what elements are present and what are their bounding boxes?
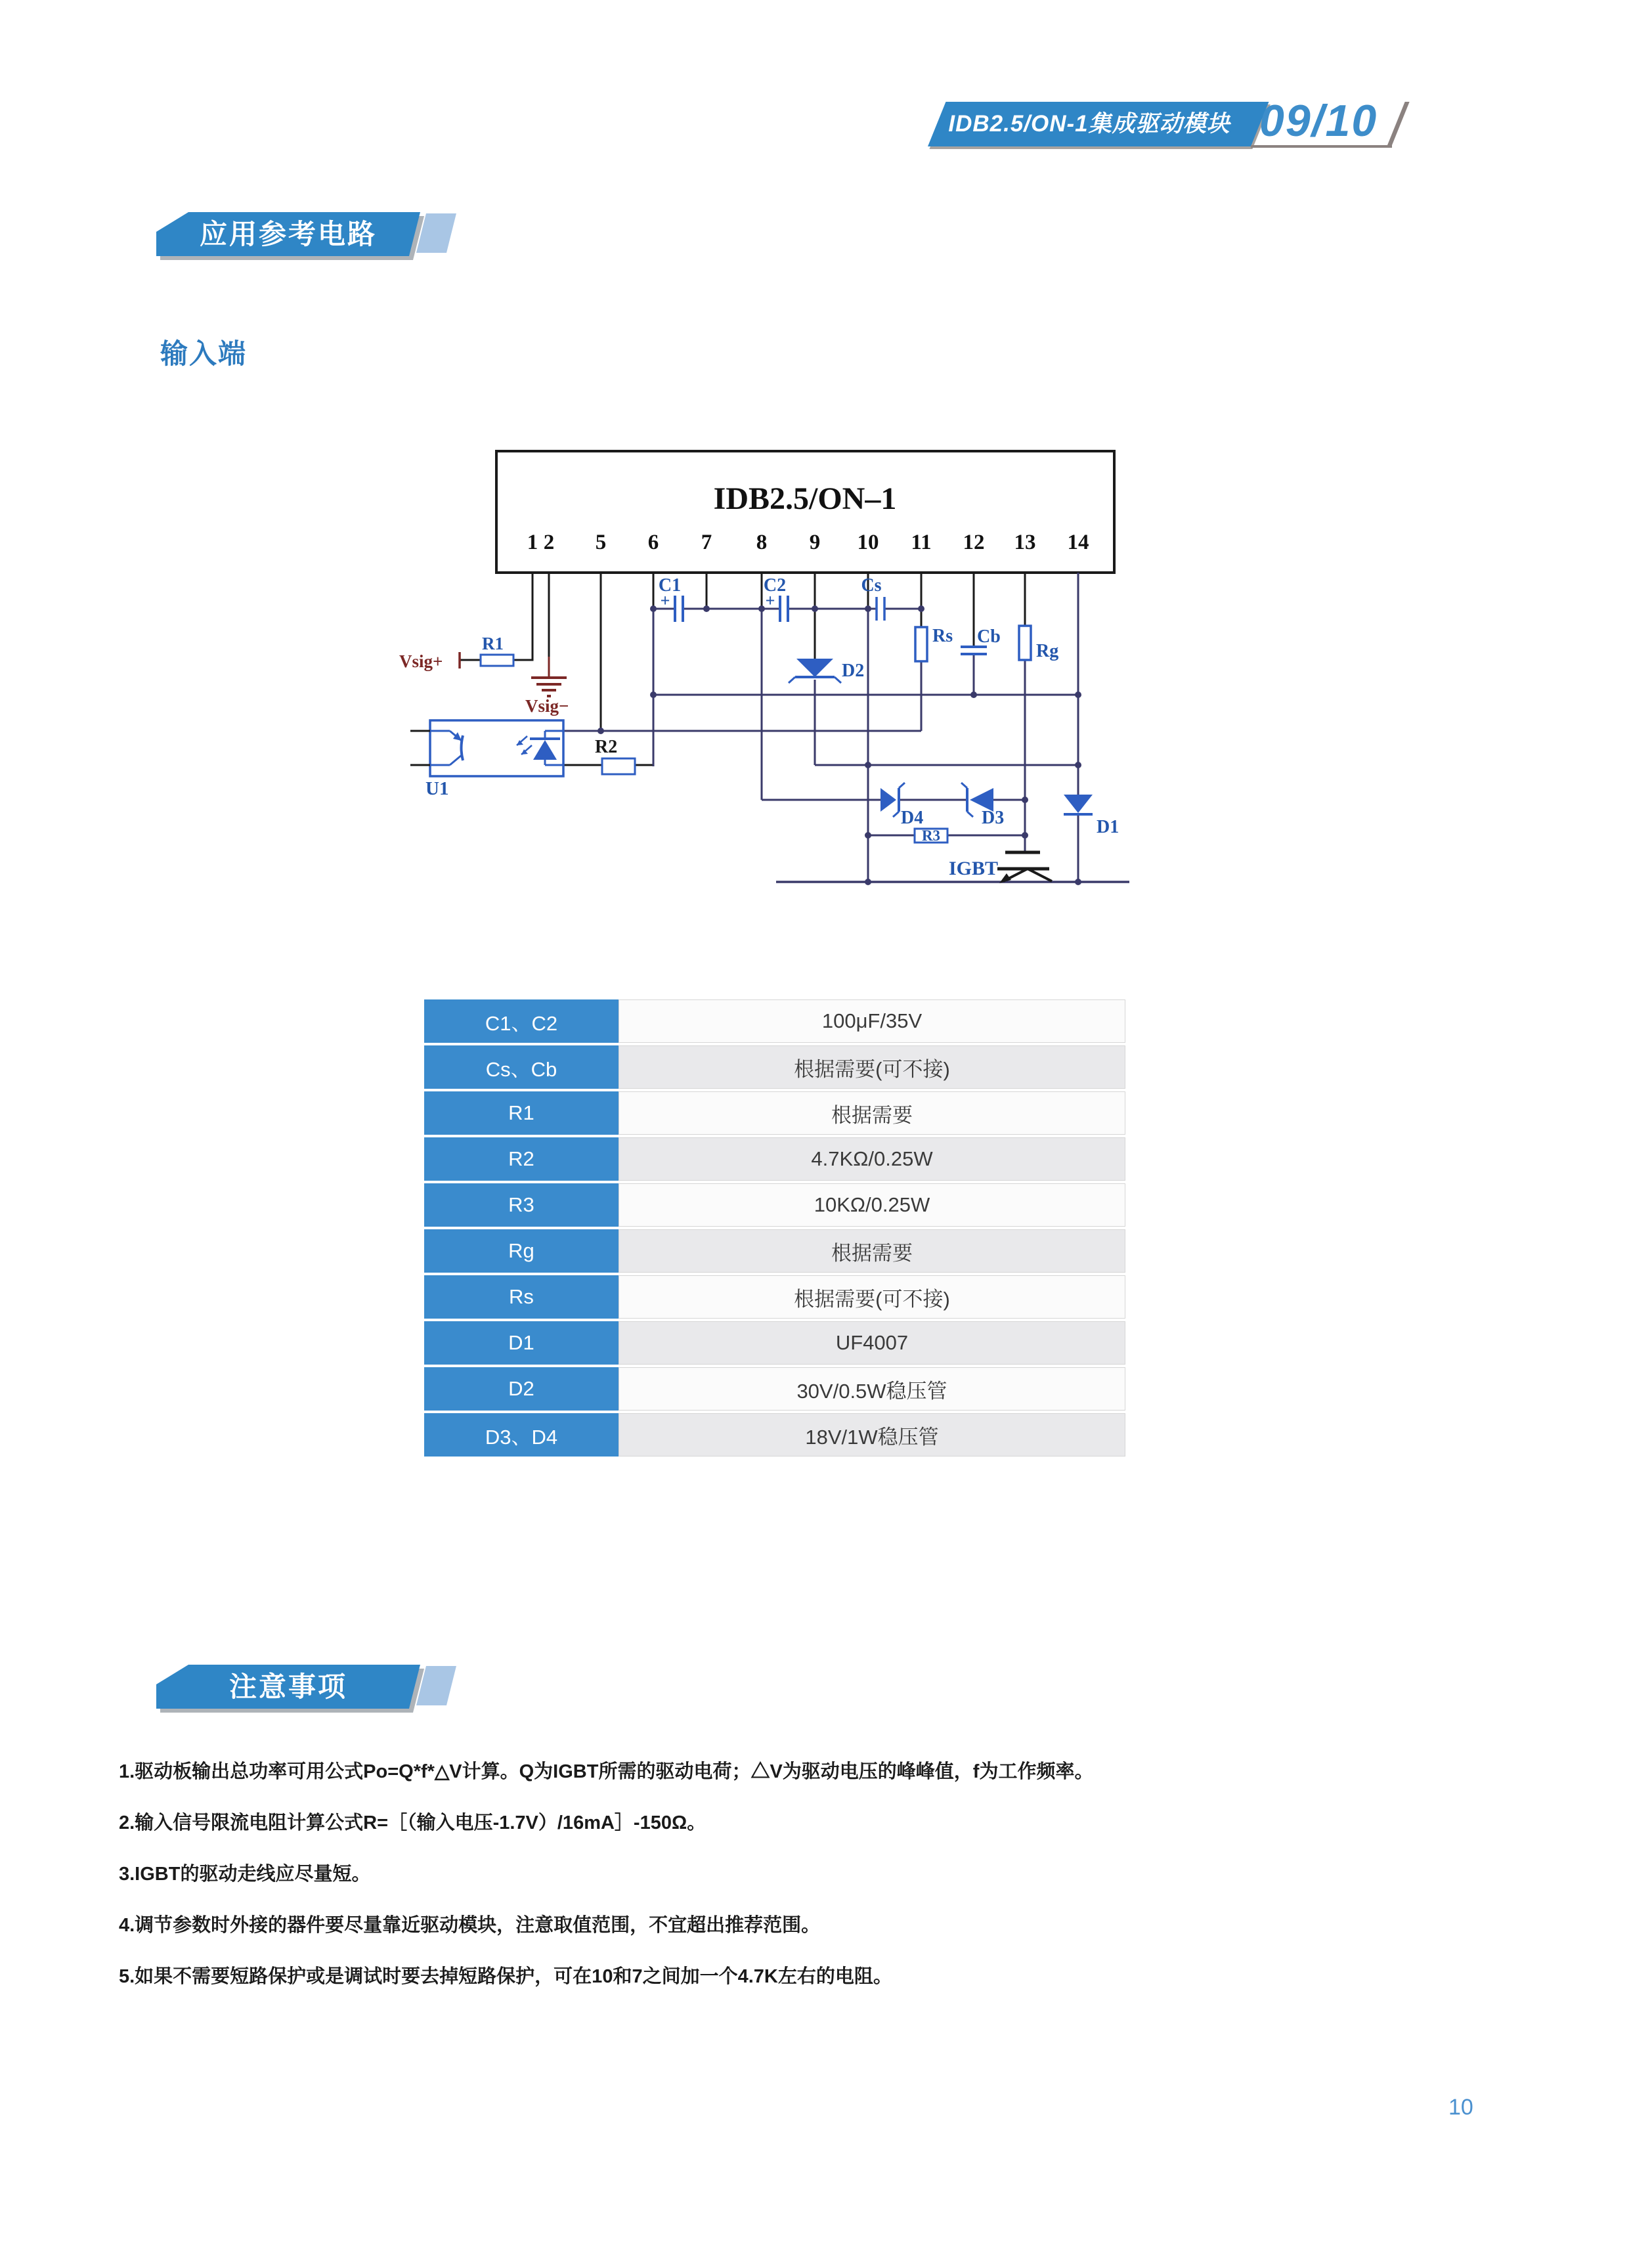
note-line: 4.调节参数时外接的器件要尽量靠近驱动模块，注意取值范围，不宜超出推荐范围。	[119, 1915, 821, 1936]
note-line: 2.输入信号限流电阻计算公式R=［（输入电压-1.7V）/16mA］-150Ω。	[119, 1812, 706, 1833]
capacitor-c1	[675, 596, 683, 622]
table-row	[424, 1137, 1125, 1181]
label-d3: D3	[982, 808, 1005, 828]
component-value-cell: 根据需要	[619, 1229, 1125, 1273]
component-name-cell: Rs	[424, 1275, 619, 1319]
table-row	[424, 1321, 1125, 1365]
resistor-rs	[915, 627, 927, 661]
label-c2: C2	[763, 575, 787, 596]
chip-title: IDB2.5/ON–1	[713, 481, 897, 516]
pin-number: 13	[1014, 531, 1036, 554]
header-slash-icon	[1387, 102, 1410, 145]
table-row	[424, 1091, 1125, 1135]
component-name-cell: D3、D4	[424, 1413, 619, 1457]
component-value-cell: 10KΩ/0.25W	[619, 1183, 1125, 1227]
label-d2: D2	[842, 661, 865, 681]
section-banner-application	[156, 212, 465, 261]
component-value-cell: 30V/0.5W稳压管	[619, 1367, 1125, 1411]
table-row	[424, 1229, 1125, 1273]
resistor-r2	[602, 758, 635, 774]
subsection-title: 输入端	[160, 338, 248, 369]
led-icon	[533, 740, 557, 760]
banner-title: 注意事项	[228, 1671, 347, 1702]
component-name-cell: C1、C2	[424, 999, 619, 1043]
capacitor-cs	[877, 597, 884, 621]
zener-d2	[789, 659, 841, 683]
component-value-cell: 18V/1W稳压管	[619, 1413, 1125, 1457]
chip-box	[496, 451, 1114, 573]
note-line: 1.驱动板输出总功率可用公式Po=Q*f*△V计算。Q为IGBT所需的驱动电荷；△V为驱动电压的峰峰值，f为工作频率。	[119, 1761, 1094, 1782]
notes-section	[119, 1761, 1576, 2017]
pin-number: 14	[1067, 531, 1089, 554]
header	[928, 96, 1453, 146]
header-badge-title: IDB2.5/ON-1集成驱动模块	[948, 111, 1230, 137]
table-row	[424, 1275, 1125, 1319]
note-line: 3.IGBT的驱动走线应尽量短。	[119, 1864, 371, 1885]
capacitor-c2	[780, 596, 788, 622]
label-c1: C1	[658, 575, 682, 596]
component-value-cell: 根据需要	[619, 1091, 1125, 1135]
circuit-diagram	[387, 433, 1175, 932]
pin-number: 7	[701, 531, 712, 554]
page-indicator: 09/10	[1259, 96, 1378, 146]
label-vsig-plus: Vsig+	[399, 651, 443, 671]
component-name-cell: R3	[424, 1183, 619, 1227]
banner-title: 应用参考电路	[199, 219, 377, 250]
label-r3: R3	[921, 827, 941, 844]
page-number: 10	[1448, 2095, 1473, 2120]
component-name-cell: D1	[424, 1321, 619, 1365]
capacitor-cb	[961, 647, 987, 654]
pin-number: 2	[543, 531, 555, 554]
components-table	[424, 999, 1125, 1459]
wires	[563, 573, 1129, 882]
resistor-r1	[481, 655, 513, 666]
table-row	[424, 1413, 1125, 1457]
diode-d1	[1064, 795, 1093, 814]
table-row	[424, 1367, 1125, 1411]
table-row	[424, 1045, 1125, 1089]
plus-mark: +	[765, 591, 775, 610]
label-r1: R1	[482, 634, 504, 653]
label-rs: Rs	[932, 626, 953, 646]
label-rg: Rg	[1036, 641, 1059, 661]
component-name-cell: Cs、Cb	[424, 1045, 619, 1089]
pin-number: 10	[857, 531, 879, 554]
label-d1: D1	[1097, 817, 1119, 837]
label-r2: R2	[595, 737, 618, 757]
ground-symbol	[531, 657, 567, 696]
component-value-cell: 4.7KΩ/0.25W	[619, 1137, 1125, 1181]
component-labels	[425, 575, 1119, 879]
label-cb: Cb	[977, 626, 1001, 647]
plus-mark: +	[660, 591, 670, 610]
pin-number: 5	[595, 531, 607, 554]
component-value-cell: UF4007	[619, 1321, 1125, 1365]
label-d4: D4	[901, 808, 924, 828]
component-value-cell: 根据需要(可不接)	[619, 1045, 1125, 1089]
resistor-rg	[1019, 626, 1031, 660]
pin-number: 12	[963, 531, 985, 554]
pin-number: 6	[647, 531, 659, 554]
table-row	[424, 1183, 1125, 1227]
label-u1: U1	[425, 778, 449, 799]
table-row	[424, 999, 1125, 1043]
component-name-cell: R2	[424, 1137, 619, 1181]
junction-dots	[598, 605, 1081, 885]
label-vsig-minus: Vsig−	[525, 696, 569, 716]
component-value-cell: 根据需要(可不接)	[619, 1275, 1125, 1319]
component-name-cell: R1	[424, 1091, 619, 1135]
pin-number: 9	[809, 531, 821, 554]
optocoupler-u1	[410, 720, 563, 776]
section-banner-notice	[156, 1665, 465, 1713]
component-name-cell: Rg	[424, 1229, 619, 1273]
note-line: 5.如果不需要短路保护或是调试时要去掉短路保护，可在10和7之间加一个4.7K左右的电阻。	[119, 1966, 892, 1987]
pin-number: 8	[756, 531, 768, 554]
label-cs: Cs	[861, 575, 882, 596]
label-igbt: IGBT	[948, 858, 998, 879]
pin-number: 11	[911, 531, 932, 554]
igbt-symbol	[997, 852, 1052, 883]
pin-number: 1	[527, 531, 538, 554]
component-name-cell: D2	[424, 1367, 619, 1411]
component-value-cell: 100μF/35V	[619, 999, 1125, 1043]
